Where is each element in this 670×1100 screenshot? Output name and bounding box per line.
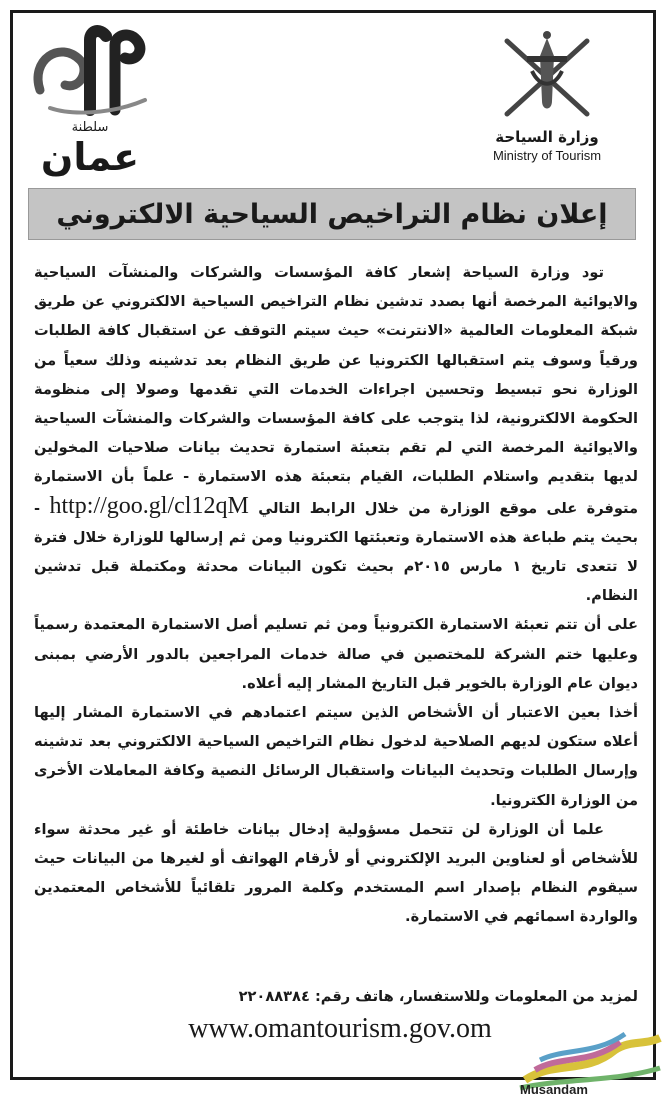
website-link[interactable]: www.omantourism.gov.om bbox=[188, 1013, 492, 1044]
oman-calligraphy-icon bbox=[20, 20, 160, 120]
oman-label: عمان bbox=[40, 135, 140, 179]
paragraph-1 bbox=[34, 258, 638, 610]
paragraph-1-text-cont: - بحيث يتم طباعة هذه الاستمارة وتعبئتها الكترونيا ومن ثم إرسالها للوزارة خلال فترة لا تتعدى تاريخ ١ مارس ٢٠١٥م بحيث تكون البيانات محدثة ومكتملة قبل تدشين النظام. bbox=[34, 499, 639, 605]
announcement-title: إعلان نظام التراخيص السياحية الالكتروني bbox=[56, 198, 608, 230]
announcement-title-bar bbox=[28, 188, 636, 240]
form-link[interactable]: http://goo.gl/cl12qM bbox=[49, 492, 249, 519]
header bbox=[0, 0, 640, 185]
ministry-logo bbox=[472, 26, 622, 176]
announcement-body bbox=[34, 258, 638, 932]
oman-emblem-icon bbox=[492, 26, 602, 126]
musandam-label: Musandam bbox=[520, 1082, 588, 1097]
oman-brand-logo bbox=[20, 20, 160, 180]
paragraph-4: علما أن الوزارة لن تتحمل مسؤولية إدخال بيانات خاطئة أو غير محدثة سواء للأشخاص أو لعناوين البريد الإلكتروني أو لأرقام الهواتف أو لغيرها من البيانات حيث سيقوم النظام بإصدار اسم المستخدم وكلمة المرور تلقائياً للأشخاص المعتمدين والواردة اسمائهم في الاستمارة. bbox=[34, 820, 638, 926]
paragraph-3: أخذا بعين الاعتبار أن الأشخاص الذين سيتم اعتمادهم في الاستمارة المشار إليها أعلاه ستكون لديهم الصلاحية لدخول نظام التراخيص السياحية الالكتروني بعد تدشينه وإرسال الطلبات وتحديث البيانات واستقبال الرسائل النصية وكافة المعاملات الأخرى من الوزارة الكترونيا. bbox=[34, 704, 638, 809]
paragraph-1-text: تود وزارة السياحة إشعار كافة المؤسسات والشركات والمنشآت السياحية والايوائية المرخصة أنها بصدد تدشين نظام التراخيص السياحية الالكتروني عن طريق شبكة المعلومات العالمية «الانترنت» حيث سيتم التوقف عن استقبال كافة الطلبات ورقياً وسوف يتم استقبالها الكترونيا عن طريق النظام بعد تدشينه وذلك سعياً من الوزارة نحو تبسيط وتحسين اجراءات الخدمات التي تقدمها وصولا إلى منظومة الحكومة الالكترونية، لذا يتوجب على كافة المؤسسات والشركات والمنشآت السياحية والايوائية المرخصة التي لم تقم بتعبئة استمارة تحديث بيانات صلاحيات المخولين لديها بتقديم واستلام الطلبات، القيام بتعبئة هذه الاستمارة - علماً بأن الاستمارة متوفرة على موقع الوزارة من خلال الرابط التالي bbox=[34, 264, 638, 517]
ministry-name-english: Ministry of Tourism bbox=[492, 148, 602, 163]
sultanate-label: سلطنة bbox=[71, 120, 109, 135]
ministry-name-arabic: وزارة السياحة bbox=[495, 128, 599, 146]
contact-line: لمزيد من المعلومات وللاستفسار، هاتف رقم: ٢٢٠٨٨٣٨٤ bbox=[238, 988, 638, 1005]
paragraph-2: على أن تتم تعبئة الاستمارة الكترونياً ومن ثم تسليم أصل الاستمارة المعتمدة رسمياً وعليها ختم الشركة للمختصين في صالة خدمات المراجعين بالدور الأرضي بمبنى ديوان عام الوزارة بالخوير قبل التاريخ المشار إليه أعلاه. bbox=[34, 616, 638, 692]
